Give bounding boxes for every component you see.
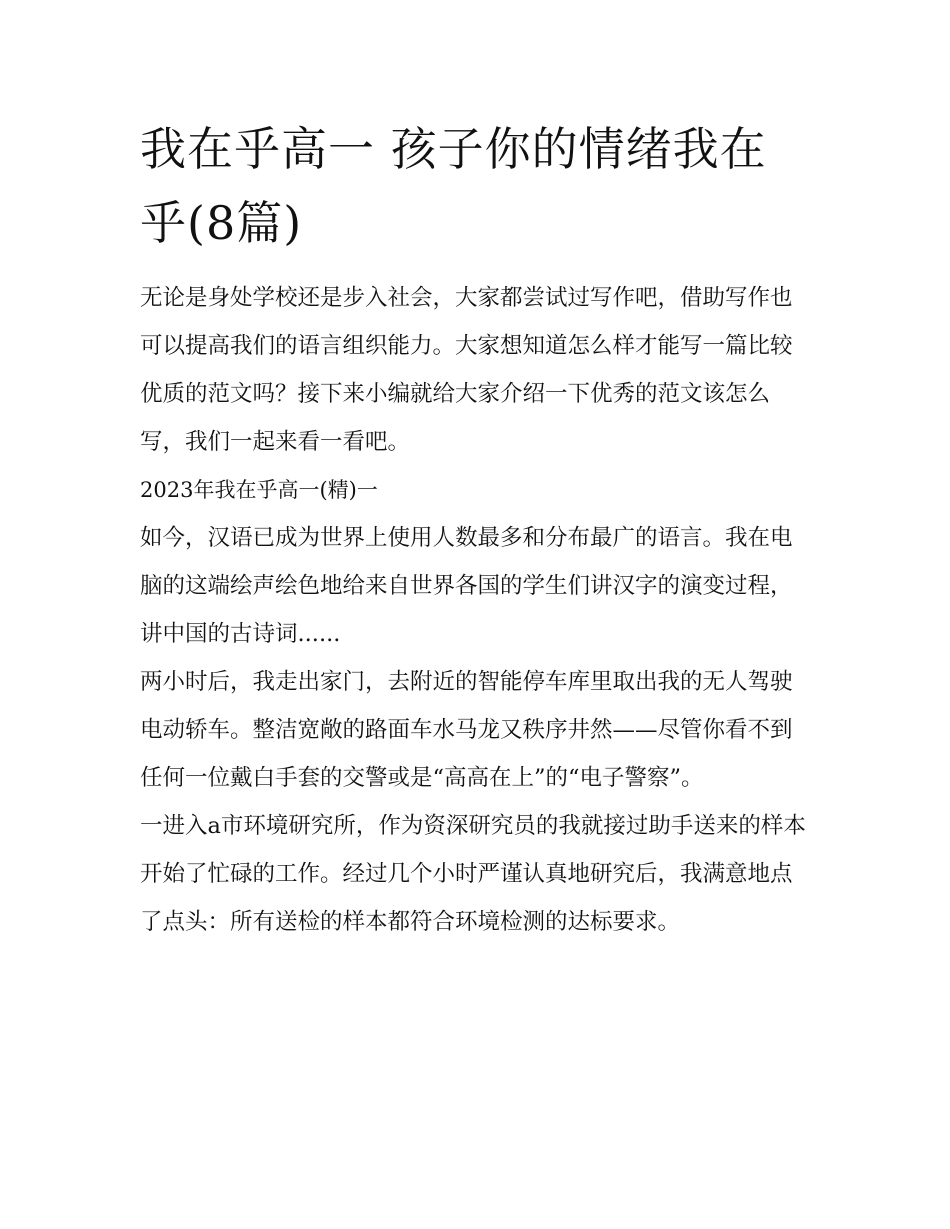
- body-paragraph-3: 一进入a市环境研究所，作为资深研究员的我就接过助手送来的样本开始了忙碌的工作。经过几个小时严谨认真地研究后，我满意地点了点头：所有送检的样本都符合环境检测的达标要求。: [140, 813, 806, 935]
- document-body: [140, 112, 812, 946]
- intro-paragraph: 无论是身处学校还是步入社会，大家都尝试过写作吧，借助写作也可以提高我们的语言组织能力。大家想知道怎么样才能写一篇比较优质的范文吗？接下来小编就给大家介绍一下优秀的范文该怎么写，我们一起来看一看吧。: [140, 285, 793, 455]
- document-title: 我在乎高一 孩子你的情绪我在乎(8篇): [140, 122, 767, 250]
- body-paragraph-1: 如今，汉语已成为世界上使用人数最多和分布最广的语言。我在电脑的这端绘声绘色地给来自世界各国的学生们讲汉字的演变过程，讲中国的古诗词......: [140, 525, 793, 647]
- body-paragraph-2: 两小时后，我走出家门，去附近的智能停车库里取出我的无人驾驶电动轿车。整洁宽敞的路面车水马龙又秩序井然——尽管你看不到任何一位戴白手套的交警或是“高高在上”的“电子警察”。: [140, 669, 793, 791]
- section-heading: 2023年我在乎高一(精)一: [140, 478, 378, 502]
